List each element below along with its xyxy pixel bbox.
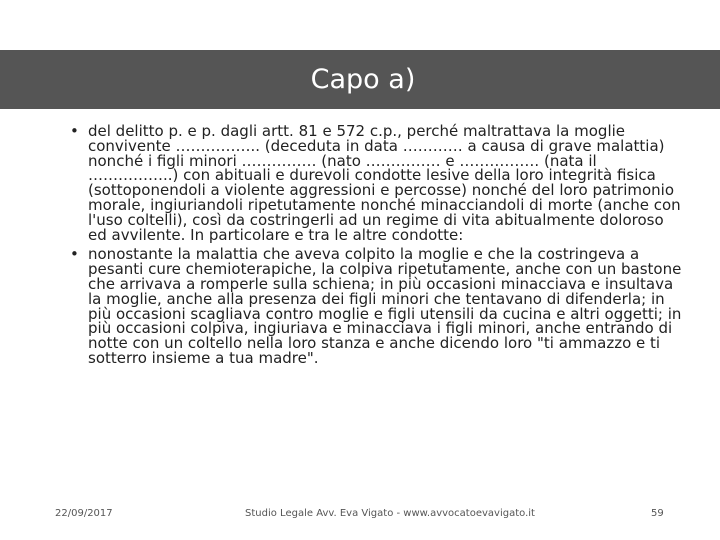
bullet-item-2 (60, 247, 685, 365)
footer-date: 22/09/2017 (55, 508, 113, 519)
slide-content (60, 124, 685, 371)
bullet-list (60, 124, 685, 366)
bullet-icon: • (70, 245, 79, 264)
footer-center-text: Studio Legale Avv. Eva Vigato - www.avvocatoevavigato.it (245, 508, 535, 519)
footer-page-number: 59 (651, 508, 664, 519)
bullet-text: del delitto p. e p. dagli artt. 81 e 572 c.p., perché maltrattava la moglie convivente …………….. (deceduta in data ………… a causa di grave malattia) nonché i figli minori …………… (nato …………… e ……………. (nata il ……………..) con abituali e durevoli condotte lesive della loro integrità fisica (sottoponendoli a violente aggressioni e percosse) nonché del loro patrimonio morale, ingiuriandoli ripetutamente nonché minacciandoli di morte (anche con l'uso coltelli), così da costringerli ad un regime di vita abitualmente doloroso ed avvilente. In particolare e tra le altre condotte: (88, 122, 681, 244)
title-bar (0, 50, 720, 109)
bullet-text: nonostante la malattia che aveva colpito la moglie e che la costringeva a pesanti cure chemioterapiche, la colpiva ripetutamente, anche con un bastone che arrivava a romperle sulla schiena; in più occasioni minacciava e insultava la moglie, anche alla presenza dei figli minori che tentavano di difenderla; in più occasioni scagliava contro moglie e figli utensili da cucina e altri oggetti; in più occasioni colpiva, ingiuriava e minacciava i figli minori, anche entrando di notte con un coltello nella loro stanza e anche dicendo loro "ti ammazzo e ti sotterro insieme a tua madre". (88, 245, 682, 367)
bullet-icon: • (70, 122, 79, 140)
bullet-item-1 (60, 124, 685, 242)
slide-title: Capo a) (310, 64, 416, 95)
